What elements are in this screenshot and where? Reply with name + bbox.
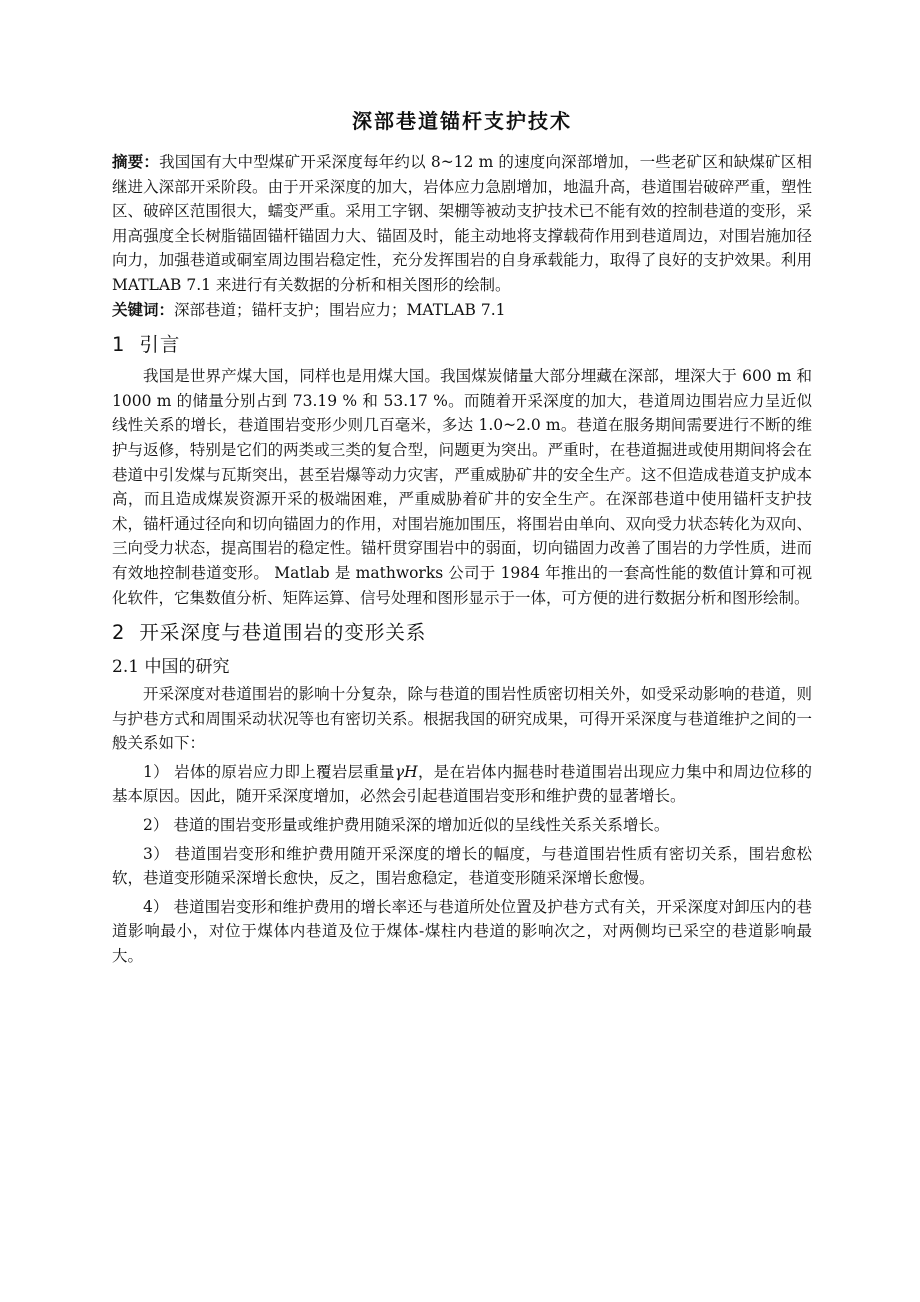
section-2-heading (112, 618, 812, 648)
keywords-label: 关键词： (112, 299, 175, 319)
list-item-3-number: 3） (143, 844, 170, 863)
list-item-4 (112, 895, 812, 969)
list-item-1-text-post: ，是在岩体内掘巷时巷道围岩出现应力集中和周边位移的基本原因。因此，随开采深度增加，必然会引起巷道围岩变形和维护费的显著增长。 (112, 762, 812, 806)
subsection-2-1-heading: 2.1 中国的研究 (112, 657, 230, 678)
list-item-4-text: 巷道围岩变形和维护费用的增长率还与巷道所处位置及护巷方式有关，开采深度对卸压内的巷道影响最小，对位于煤体内巷道及位于煤体-煤柱内巷道的影响次之，对两侧均已采空的巷道影响最大。 (112, 897, 812, 966)
list-item-1 (112, 760, 812, 809)
section-1-heading (112, 330, 812, 360)
abstract-text: 我国国有大中型煤矿开采深度每年约以 8~12 m 的速度向深部增加，一些老矿区和缺煤矿区相继进入深部开采阶段。由于开采深度的加大，岩体应力急剧增加，地温升高，巷道围岩破碎严重，塑性区、破碎区范围很大，蠕变严重。采用工字钢、架棚等被动支护技术已不能有效的控制巷道的变形，采用高强度全长树脂锚固锚杆锚固力大、锚固及时，能主动地将支撑载荷作用到巷道周边，对围岩施加径向力，加强巷道或硐室周边围岩稳定性，充分发挥围岩的自身承载能力，取得了良好的支护效果。利用 MATLAB 7.1 来进行有关数据的分析和相关图形的绘制。 (112, 153, 812, 294)
subsection-2-1-paragraph: 开采深度对巷道围岩的影响十分复杂，除与巷道的围岩性质密切相关外，如受采动影响的巷道，则与护巷方式和周围采动状况等也有密切关系。根据我国的研究成果，可得开采深度与巷道维护之间的一般关系如下： (112, 685, 812, 753)
section-1-title: 引言 (139, 333, 181, 357)
keywords (112, 298, 812, 323)
section-2-number: 2 (112, 621, 126, 645)
keywords-text: 深部巷道；锚杆支护；围岩应力；MATLAB 7.1 (174, 300, 506, 319)
list-item-3 (112, 842, 812, 891)
paper-page (112, 100, 812, 969)
gamma-h-formula: γH (394, 762, 418, 781)
abstract (112, 150, 812, 298)
abstract-label: 摘要： (112, 152, 160, 171)
section-2-title: 开采深度与巷道围岩的变形关系 (139, 621, 427, 645)
list-item-2-number: 2） (143, 816, 169, 835)
list-item-2-text: 巷道的围岩变形量或维护费用随采深的增加近似的呈线性关系关系增长。 (173, 816, 670, 835)
section-1-number: 1 (112, 333, 126, 357)
list-item-1-text-pre: 岩体的原岩应力即上覆岩层重量 (174, 762, 395, 781)
paper-title: 深部巷道锚杆支护技术 (352, 109, 572, 133)
section-1-paragraph: 我国是世界产煤大国，同样也是用煤大国。我国煤炭储量大部分埋藏在深部，埋深大于 600 m 和 1000 m 的储量分别占到 73.19 % 和 53.17 %。而随着开采深度的加大，巷道周边围岩应力呈近似线性关系的增长，巷道围岩变形少则几百毫米，多达 1.0~2.0 m。巷道在服务期间需要进行不断的维护与返修，特别是它们的两类或三类的复合型，问题更为突出。严重时，在巷道掘进或使用期间将会在巷道中引发煤与瓦斯突出，甚至岩爆等动力灾害，严重威胁矿井的安全生产。这不但造成巷道支护成本高，而且造成煤炭资源开采的极端困难，严重威胁着矿井的安全生产。在深部巷道中使用锚杆支护技术，锚杆通过径向和切向锚固力的作用，对围岩施加围压，将围岩由单向、双向受力状态转化为双向、三向受力状态，提高围岩的稳定性。锚杆贯穿围岩中的弱面，切向锚固力改善了围岩的力学性质，进而有效地控制巷道变形。 Matlab 是 mathworks 公司于 1984 年推出的一套高性能的数值计算和可视化软件，它集数值分析、矩阵运算、信号处理和图形显示于一体，可方便的进行数据分析和图形绘制。 (112, 367, 812, 607)
list-item-2 (112, 813, 812, 838)
list-item-1-number: 1） (143, 762, 169, 781)
list-item-3-text: 巷道围岩变形和维护费用随开采深度的增长的幅度，与巷道围岩性质有密切关系，围岩愈松软，巷道变形随采深增长愈快，反之，围岩愈稳定，巷道变形随采深增长愈慢。 (112, 844, 812, 888)
list-item-4-number: 4） (143, 897, 169, 916)
